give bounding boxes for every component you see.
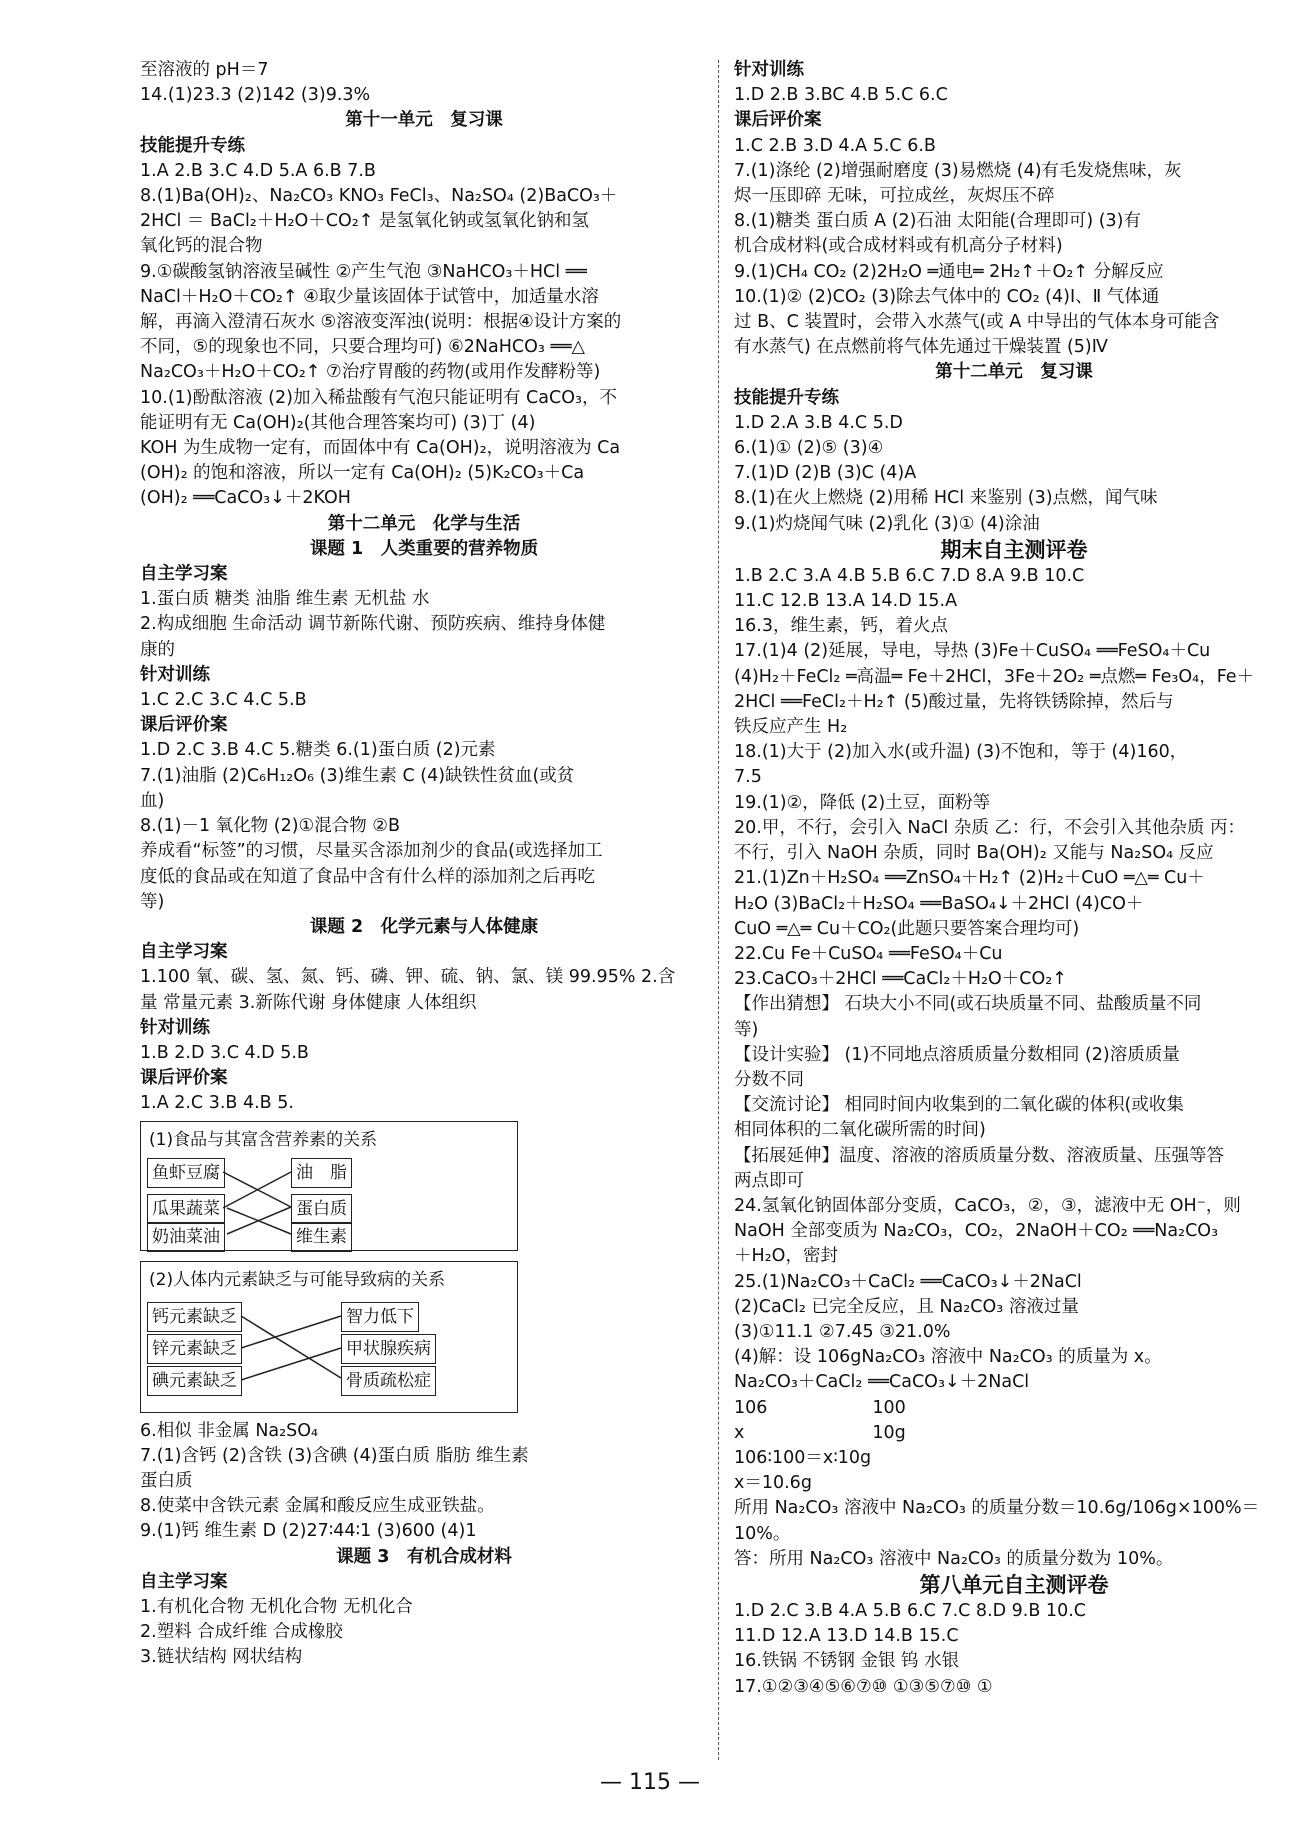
text-line: (OH)₂ 的饱和溶液，所以一定有 Ca(OH)₂ (5)K₂CO₃＋Ca [140,463,585,484]
text-line: 16.铁锅 不锈钢 金银 钨 水银 [734,1651,960,1672]
text-line: 不行，引入 NaOH 杂质，同时 Ba(OH)₂ 又能与 Na₂SO₄ 反应 [734,843,1214,864]
text-line: 17.①②③④⑤⑥⑦⑩ ①③⑤⑦⑩ ① [734,1676,993,1697]
text-line: 第十二单元 化学与生活 [327,513,521,534]
text-line: CuO ═△═ Cu＋CO₂(此题只要答案合理均可) [734,918,1080,939]
text-line: 25.(1)Na₂CO₃＋CaCl₂ ══CaCO₃↓＋2NaCl [734,1271,1082,1292]
text-line: 等) [140,891,165,912]
text-line: 16.3，维生素，钙，着火点 [734,616,948,637]
text-line: 课后评价案 [734,110,822,131]
text-line: 【作出猜想】 石块大小不同(或石块质量不同、盐酸质量不同 [734,994,1202,1015]
text-line: (3)①11.1 ②7.45 ③21.0% [734,1321,951,1342]
text-line: 21.(1)Zn＋H₂SO₄ ══ZnSO₄＋H₂↑ (2)H₂＋CuO ═△═ Cu＋ [734,868,1205,889]
text-line: 铁反应产生 H₂ [734,717,848,738]
text-line: 1.B 2.D 3.C 4.D 5.B [140,1042,309,1063]
text-line: 课后评价案 [140,1068,228,1089]
food-cell: 奶油菜油 [147,1222,225,1252]
text-line: Na₂CO₃＋H₂O＋CO₂↑ ⑦治疗胃酸的药物(或用作发酵粉等) [140,362,601,383]
connector [241,1316,341,1348]
left-lines-2 [140,1419,708,1671]
text-line: 19.(1)②，降低 (2)土豆，面粉等 [734,792,991,813]
text-line: 机合成材料(或合成材料或有机高分子材料) [734,236,1063,257]
text-line: 24.氢氧化钠固体部分变质，CaCO₃，②，③，滤液中无 OH⁻，则 [734,1195,1241,1216]
nutrient-cell: 油 脂 [291,1158,352,1188]
text-line: 7.(1)含钙 (2)含铁 (3)含碘 (4)蛋白质 脂肪 维生素 [140,1445,529,1466]
text-line: 相同体积的二氧化碳所需的时间) [734,1120,986,1141]
text-line: 8.(1)－1 氧化物 (2)①混合物 ②B [140,816,400,837]
text-line: NaOH 全部变质为 Na₂CO₃，CO₂，2NaOH＋CO₂ ══Na₂CO₃ [734,1221,1219,1242]
text-line: 9.①碳酸氢钠溶液呈碱性 ②产生气泡 ③NaHCO₃＋HCl ══ [140,261,587,282]
food-nutrient-box [140,1121,518,1251]
text-line: 8.(1)Ba(OH)₂、Na₂CO₃ KNO₃ FeCl₃、Na₂SO₄ (2)BaCO₃＋ [140,186,618,207]
text-line: 1.蛋白质 糖类 油脂 维生素 无机盐 水 [140,589,430,610]
text-line: 等) [734,1019,759,1040]
text-line: 量 常量元素 3.新陈代谢 身体健康 人体组织 [140,992,477,1013]
text-line: 课题 2 化学元素与人体健康 [309,916,539,937]
text-line: (4)解：设 106gNa₂CO₃ 溶液中 Na₂CO₃ 的质量为 x。 [734,1347,1162,1368]
text-line: NaCl＋H₂O＋CO₂↑ ④取少量该固体于试管中，加适量水溶 [140,286,599,307]
text-line: 蛋白质 [140,1470,193,1491]
text-line: 10.(1)② (2)CO₂ (3)除去气体中的 CO₂ (4)Ⅰ、Ⅱ 气体通 [734,286,1160,307]
text-line: 11.D 12.A 13.D 14.B 15.C [734,1626,959,1647]
text-line: 度低的食品或在知道了食品中含有什么样的添加剂之后再吃 [140,866,595,887]
left-lines [140,58,708,1117]
text-line: 针对训练 [140,664,210,685]
text-line: 第十一单元 复习课 [345,110,503,131]
text-line: 【交流讨论】 相同时间内收集到的二氧化碳的体积(或收集 [734,1095,1184,1116]
text-line: 技能提升专练 [734,387,839,408]
text-line: 9.(1)钙 维生素 D (2)27∶44∶1 (3)600 (4)1 [140,1521,477,1542]
text-line: 氧化钙的混合物 [140,236,263,257]
text-line: ＋H₂O，密封 [734,1246,838,1267]
text-line: 1.D 2.A 3.B 4.C 5.D [734,412,903,433]
text-line: 自主学习案 [140,564,228,585]
food-cell: 瓜果蔬菜 [147,1194,225,1224]
text-line: 1.D 2.C 3.B 4.A 5.B 6.C 7.C 8.D 9.B 10.C [734,1600,1086,1621]
text-line: 23.CaCO₃＋2HCl ══CaCl₂＋H₂O＋CO₂↑ [734,969,1067,990]
text-line: 106∶100＝x∶10g [734,1447,872,1468]
text-line: 8.使菜中含铁元素 金属和酸反应生成亚铁盐。 [140,1496,495,1517]
text-line: 第十二单元 复习课 [935,362,1093,383]
text-line: 技能提升专练 [140,135,245,156]
right-column [734,58,1294,1700]
text-line: 期末自主测评卷 [940,537,1088,562]
text-line: 答：所用 Na₂CO₃ 溶液中 Na₂CO₃ 的质量分数为 10%。 [734,1548,1174,1569]
text-line: 7.(1)涤纶 (2)增强耐磨度 (3)易燃烧 (4)有毛发烧焦味，灰 [734,160,1182,181]
text-line: 养成看“标签”的习惯，尽量买含添加剂少的食品(或选择加工 [140,841,603,862]
element-cell: 碘元素缺乏 [147,1366,242,1396]
text-line: 课题 3 有机合成材料 [336,1546,512,1567]
text-line: 3.链状结构 网状结构 [140,1647,303,1668]
text-line: 【拓展延伸】温度、溶液的溶质质量分数、溶液质量、压强等答 [734,1145,1224,1166]
text-line: 1.有机化合物 无机化合物 无机化合 [140,1596,413,1617]
text-line: 课题 1 人类重要的营养物质 [309,538,539,559]
text-line: 不同，⑤的现象也不同，只要合理均可) ⑥2NaHCO₃ ══△ [140,337,585,358]
text-line: 1.C 2.B 3.D 4.A 5.C 6.B [734,135,936,156]
disease-cell: 智力低下 [341,1302,419,1332]
text-line: 针对训练 [734,60,804,80]
text-line: 18.(1)大于 (2)加入水(或升温) (3)不饱和，等于 (4)160， [734,742,1188,763]
nutrient-cell: 蛋白质 [291,1194,352,1224]
connector [241,1316,341,1378]
text-line: 自主学习案 [140,942,228,963]
text-line: 8.(1)在火上燃烧 (2)用稀 HCl 来鉴别 (3)点燃，闻气味 [734,488,1158,509]
connector [241,1348,341,1380]
element-disease-box [140,1261,518,1413]
right-lines [734,58,1294,1700]
text-line: 第八单元自主测评卷 [919,1572,1109,1597]
text-line: 8.(1)糖类 蛋白质 A (2)石油 太阳能(合理即可) (3)有 [734,211,1142,232]
page-number: — 115 — [600,1770,700,1795]
text-line: 有水蒸气) 在点燃前将气体先通过干燥装置 (5)Ⅳ [734,337,1108,358]
text-line: 106 100 [734,1397,906,1418]
text-line: 2HCl ＝ BaCl₂＋H₂O＋CO₂↑ 是氢氧化钠或氢氧化钠和氢 [140,211,590,232]
text-line: 2.构成细胞 生命活动 调节新陈代谢、预防疾病、维持身体健 [140,614,606,635]
text-line: Na₂CO₃＋CaCl₂ ══CaCO₃↓＋2NaCl [734,1372,1030,1393]
text-line: 1.D 2.C 3.B 4.C 5.糖类 6.(1)蛋白质 (2)元素 [140,740,496,761]
text-line: 1.B 2.C 3.A 4.B 5.B 6.C 7.D 8.A 9.B 10.C [734,565,1085,586]
text-line: 烬一压即碎 无味，可拉成丝，灰烬压不碎 [734,186,1055,207]
text-line: 康的 [140,639,175,660]
text-line: KOH 为生成物一定有，而固体中有 Ca(OH)₂，说明溶液为 Ca [140,438,621,459]
text-line: 2HCl ══FeCl₂＋H₂↑ (5)酸过量，先将铁锈除掉，然后与 [734,691,1174,712]
text-line: 6.(1)① (2)⑤ (3)④ [734,438,884,459]
text-line: 两点即可 [734,1170,804,1191]
text-line: 血) [140,790,165,811]
text-line: 22.Cu Fe＋CuSO₄ ══FeSO₄＋Cu [734,943,1003,964]
text-line: 14.(1)23.3 (2)142 (3)9.3% [140,85,371,106]
text-line: 7.5 [734,767,762,788]
text-line: 所用 Na₂CO₃ 溶液中 Na₂CO₃ 的质量分数＝10.6g/106g×100%＝ [734,1498,1260,1519]
text-line: 自主学习案 [140,1571,228,1592]
text-line: 7.(1)油脂 (2)C₆H₁₂O₆ (3)维生素 C (4)缺铁性贫血(或贫 [140,765,575,786]
text-line: 1.A 2.B 3.C 4.D 5.A 6.B 7.B [140,160,376,181]
text-line: 分数不同 [734,1069,804,1090]
left-column [140,58,708,1671]
text-line: 17.(1)4 (2)延展，导电，导热 (3)Fe＋CuSO₄ ══FeSO₄＋Cu [734,641,1211,662]
text-line: 1.C 2.C 3.C 4.C 5.B [140,690,307,711]
text-line: 针对训练 [140,1017,210,1038]
text-line: 9.(1)CH₄ CO₂ (2)2H₂O ═通电═ 2H₂↑＋O₂↑ 分解反应 [734,261,1164,282]
column-divider [718,60,719,1760]
box2-caption: (2)人体内元素缺乏与可能导致病的关系 [149,1269,446,1290]
element-cell: 锌元素缺乏 [147,1334,242,1364]
text-line: 7.(1)D (2)B (3)C (4)A [734,463,917,484]
text-line: (2)CaCl₂ 已完全反应，且 Na₂CO₃ 溶液过量 [734,1296,1079,1317]
text-line: x＝10.6g [734,1473,812,1494]
text-line: 1.D 2.B 3.BC 4.B 5.C 6.C [734,85,948,106]
text-line: 至溶液的 pH＝7 [140,60,269,80]
text-line: 2.塑料 合成纤维 合成橡胶 [140,1622,343,1643]
text-line: 【设计实验】 (1)不同地点溶质质量分数相同 (2)溶质质量 [734,1044,1180,1065]
text-line: 11.C 12.B 13.A 14.D 15.A [734,591,958,612]
text-line: 过 B、C 装置时，会带入水蒸气(或 A 中导出的气体本身可能含 [734,312,1220,333]
box1-caption: (1)食品与其富含营养素的关系 [149,1129,378,1150]
text-line: 10%。 [734,1523,791,1544]
text-line: (4)H₂＋FeCl₂ ═高温═ Fe＋2HCl，3Fe＋2O₂ ═点燃═ Fe₃O₄，Fe＋ [734,666,1255,687]
text-line: 解，再滴入澄清石灰水 ⑤溶液变浑浊(说明：根据④设计方案的 [140,312,622,333]
text-line: 9.(1)灼烧闻气味 (2)乳化 (3)① (4)涂油 [734,513,1040,534]
text-line: 20.甲，不行，会引入 NaCl 杂质 乙：行，不会引入其他杂质 丙： [734,817,1245,838]
text-line: 1.100 氧、碳、氢、氮、钙、磷、钾、硫、钠、氯、镁 99.95% 2.含 [140,967,676,988]
text-line: x 10g [734,1422,906,1443]
text-line: 能证明有无 Ca(OH)₂(其他合理答案均可) (3)丁 (4) [140,412,536,433]
disease-cell: 骨质疏松症 [341,1366,436,1396]
text-line: 课后评价案 [140,715,228,736]
element-cell: 钙元素缺乏 [147,1302,242,1332]
nutrient-cell: 维生素 [291,1222,352,1252]
text-line: 10.(1)酚酞溶液 (2)加入稀盐酸有气泡只能证明有 CaCO₃，不 [140,387,617,408]
text-line: (OH)₂ ══CaCO₃↓＋2KOH [140,488,351,509]
food-cell: 鱼虾豆腐 [147,1158,225,1188]
text-line: H₂O (3)BaCl₂＋H₂SO₄ ══BaSO₄↓＋2HCl (4)CO＋ [734,893,1144,914]
text-line: 1.A 2.C 3.B 4.B 5. [140,1093,294,1114]
text-line: 6.相似 非金属 Na₂SO₄ [140,1420,319,1441]
disease-cell: 甲状腺疾病 [341,1334,436,1364]
